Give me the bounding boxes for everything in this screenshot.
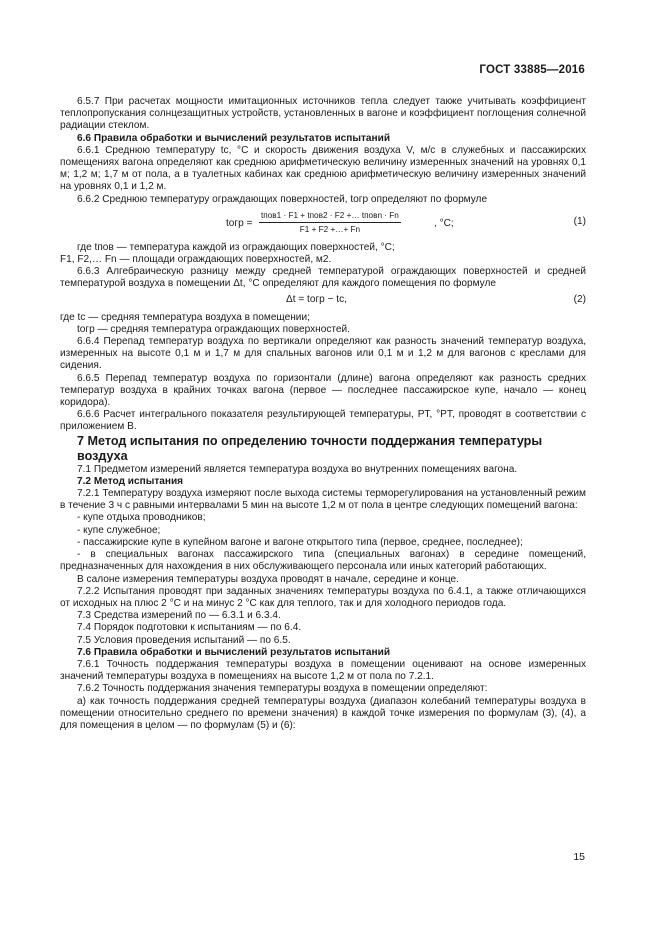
paragraph-6-6-1: 6.6.1 Среднюю температуру tc, °С и скорость движения воздуха V, м/с в служебных и пассажирских помещениях вагона определяют как среднюю арифметическую величину измеренных значений на уровнях 0,1 м; 1,2 м; 1,7 м от пола, а в туалетных кабинах как среднюю арифметическую величину измеренных значений на уровнях 0,1 и 1,2 м. [60,144,586,193]
paragraph-6-6-2: 6.6.2 Среднюю температуру ограждающих поверхностей, tогр определяют по формуле [77,193,488,205]
paragraph-7-6-1: 7.6.1 Точность поддержания температуры воздуха в помещении оценивают на основе измеренных значений температуры воздуха в помещениях на высоте 1,2 м от пола по 7.2.1. [60,658,586,683]
formula-1-numerator: tпов1 · F1 + tпов2 · F2 +… tповn · Fn [259,210,401,223]
formula-1-lhs: tогр = [226,217,253,229]
paragraph-7-6-2: 7.6.2 Точность поддержания значения температуры воздуха в помещении определяют: [77,683,488,695]
formula-1 [60,210,586,238]
list-item: - пассажирские купе в купейном вагоне и вагоне открытого типа (первое, среднее, последнее); [77,536,523,548]
formula-1-where-f: F1, F2,… Fn — площади ограждающих поверхностей, м2. [60,254,332,266]
paragraph-7-3: 7.3 Средства измерений по — 6.3.1 и 6.3.4. [77,610,281,622]
document-code-header: ГОСТ 33885—2016 [479,64,585,76]
paragraph-7-6-2-a: а) как точность поддержания средней температуры воздуха (диапазон колебаний температуры воздуха в помещении относительно среднего по времени значения) в каждой точке измерения по формулам (3), (4), а для помещения в целом — по формулам (5) и (6): [60,695,586,731]
paragraph-7-4: 7.4 Порядок подготовки к испытаниям — по 6.4. [77,622,302,634]
paragraph-7-2-2: 7.2.2 Испытания проводят при заданных значениях температуры воздуха по 6.4.1, а также отличающихся от исходных на плюс 2 °С и на минус 2 °С как для теплого, так и для холодного периодов года. [60,585,586,609]
formula-1-number: (1) [573,215,586,227]
paragraph-7-2-1-salon: В салоне измерения температуры воздуха проводят в начале, середине и конце. [77,573,459,585]
formula-2-number: (2) [573,293,586,305]
paragraph-7-2-1: 7.2.1 Температуру воздуха измеряют после выхода системы терморегулирования на установленный режим в течение 3 ч с равными интервалами 5 мин на высоте 1,2 м от пола в центре следующих помещений вагона: [60,488,586,512]
list-item: - в специальных вагонах пассажирского типа (специальных вагонах) в середине помещений, предназначенных для нахождения в них обслуживающего персонала или иных категорий работающих. [60,549,586,573]
formula-1-fraction [259,210,401,235]
list-item: - купе отдыха проводников; [77,512,206,524]
page-content [60,96,586,732]
formula-1-where-tpov: где tпов — температура каждой из ограждающих поверхностей, °С; [77,241,395,253]
formula-2-where-tc: где tc — средняя температура воздуха в помещении; [60,311,310,323]
section-7-title: 7 Метод испытания по определению точности поддержания температуры воздуха [77,433,543,463]
page-number: 15 [573,851,585,863]
formula-1-unit: , °С; [434,217,454,229]
paragraph-6-6-5: 6.6.5 Перепад температур воздуха по горизонтали (длине) вагона определяют как разность средних температур воздуха в крайних точках вагона (первое — последнее пассажирское купе, начало — конец коридора). [60,372,586,409]
heading-6-6: 6.6 Правила обработки и вычислений результатов испытаний [77,132,391,144]
paragraph-6-5-7: 6.5.7 При расчетах мощности имитационных источников тепла следует также учитывать коэффициент теплопропускания солнцезащитных устройств, установленных в вагоне и коэффициент поглощения солнечной радиации стеклом. [60,96,586,132]
paragraph-7-1: 7.1 Предметом измерений является температура воздуха во внутренних помещениях вагона. [77,463,518,475]
paragraph-7-5: 7.5 Условия проведения испытаний — по 6.5. [77,634,291,646]
paragraph-6-6-6: 6.6.6 Расчет интегрального показателя результирующей температуры, PT, °PT, проводят в соответствии с приложением В. [60,409,586,433]
paragraph-6-6-3: 6.6.3 Алгебраическую разницу между средней температурой ограждающих поверхностей и средней температурой воздуха в помещении Δt, °С определяют для каждого помещения по формуле [60,266,586,290]
heading-7-6: 7.6 Правила обработки и вычислений результатов испытаний [77,646,391,658]
formula-2-where-togr: tогр — средняя температура ограждающих поверхностей. [77,323,350,335]
list-item: - купе служебное; [77,524,161,536]
formula-2 [60,293,586,308]
heading-7-2: 7.2 Метод испытания [77,475,184,487]
paragraph-6-6-4: 6.6.4 Перепад температур воздуха по вертикали определяют как разность значений температур воздуха, измеренных на высоте 0,1 м и 1,7 м для спальных вагонов или 0,1 м и 1,2 м для вагонов с креслами для сидения. [60,336,586,372]
formula-1-denominator: F1 + F2 +…+ Fn [299,224,361,234]
formula-2-expression: Δt = tогр − tc, [286,293,347,305]
